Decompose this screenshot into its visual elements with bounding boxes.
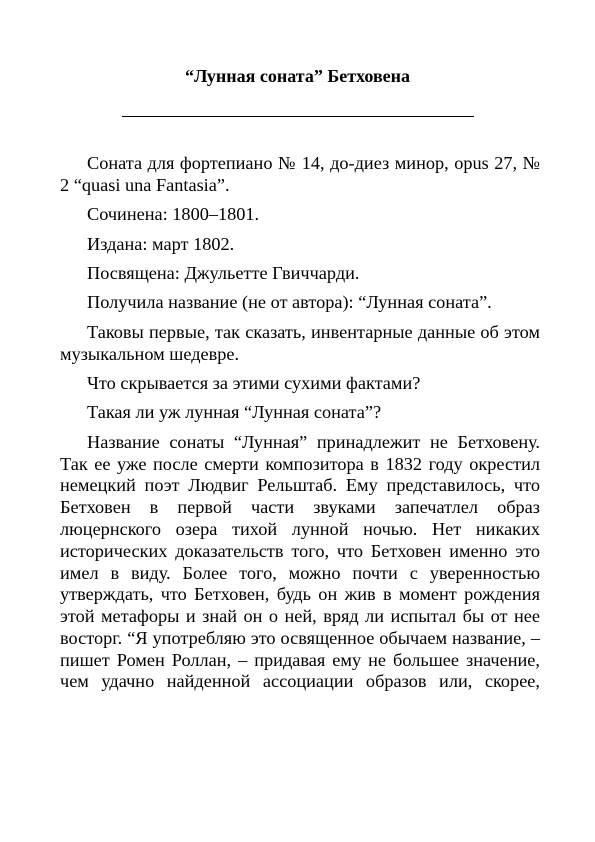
paragraph-inventory-data: Таковы первые, так сказать, инвентарные данные об этом музыкальном шедевре. (60, 321, 540, 364)
paragraph-dedication: Посвящена: Джульетте Гвиччарди. (87, 262, 360, 283)
paragraph-question-2: Такая ли уж лунная “Лунная соната”? (87, 402, 382, 423)
paragraph-composed: Сочинена: 1800–1801. (87, 204, 260, 225)
paragraph-name-origin: Получила название (не от автора): “Лунная соната”. (87, 292, 492, 313)
paragraph-published: Издана: март 1802. (87, 233, 235, 254)
paragraph-sonata-info: Соната для фортепиано № 14, до-диез минор, opus 27, № 2 “quasi una Fantasia”. (60, 153, 540, 195)
title-underline (122, 116, 474, 117)
paragraph-question-1: Что скрывается за этими сухими фактами? (87, 372, 421, 393)
document-title: “Лунная соната” Бетховена (184, 66, 411, 86)
paragraph-name-history: Название сонаты “Лунная” принадлежит не Бетховену. Так ее уже после смерти композитора в 1832 году окрестил немецкий поэт Людвиг Рельштаб. Ему представилось, что Бетховен в первой части звуками запечатлел образ люцернского озера тихой лунной ночью. Нет никаких исторических доказательств того, что Бетховен именно это имел в виду. Более того, можно почти с уверенностью утверждать, что Бетховен, будь он жив в момент рождения этой метафоры и знай он о ней, вряд ли испытал бы от нее восторг. “Я употребляю это освященное обычаем название, – пишет Ромен Роллан, – придавая ему не большее значение, чем удачно найденной ассоциации образов или, скорее, (60, 431, 540, 692)
document-body (60, 153, 540, 701)
